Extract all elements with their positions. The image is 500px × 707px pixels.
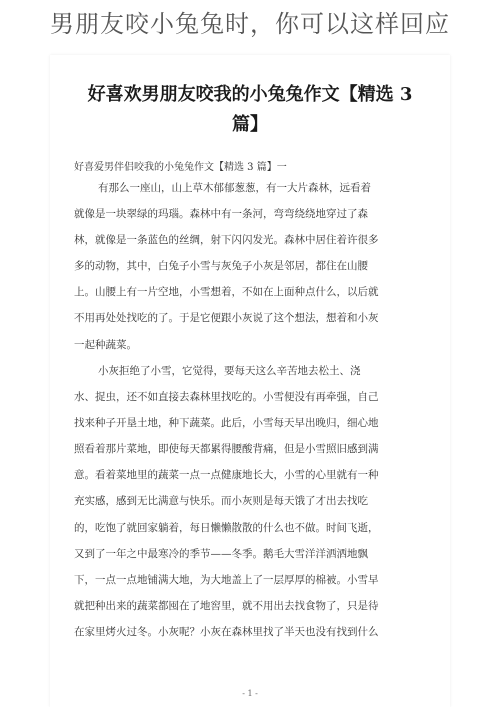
paragraph-line: 在家里烤火过冬。小灰呢？小灰在森林里找了半天也没有找到什么 [74,626,379,638]
page-number: - 1 - [242,689,258,698]
paragraph-line: 充实感，感到无比满意与快乐。而小灰则是每天饿了才出去找吃 [74,495,368,507]
paragraph-line: 上。山腰上有一片空地，小雪想着，不如在上面种点什么，以后就 [74,286,379,298]
header-banner [0,0,500,48]
document-subtitle: 好喜爱男伴侣咬我的小兔兔作文【精选 3 篇】一 [74,162,287,173]
paragraph-line: 一起种蔬菜。 [74,339,137,351]
paragraph-line: 下，一点一点地铺满大地，为大地盖上了一层厚厚的棉被。小雪早 [74,574,379,586]
paragraph-line: 就把种出来的蔬菜都囤在了地窖里，就不用出去找食物了，只是待 [74,600,379,612]
paragraph-line: 不用再处处找吃的了。于是它便跟小灰说了这个想法，想着和小灰 [74,312,379,324]
paragraph-line: 有那么一座山，山上草木郁郁葱葱，有一大片森林，远看着 [98,182,371,194]
paragraph-line: 水、捉虫，还不如直接去森林里找吃的。小雪便没有再牵强，自己 [74,391,379,403]
paragraph-line: 又到了一年之中最寒冷的季节——冬季。鹅毛大雪洋洋洒洒地飘 [74,548,368,560]
paragraph-line: 意。看着菜地里的蔬菜一点一点健康地长大，小雪的心里就有一种 [74,469,379,481]
document-title-line-1: 好喜欢男朋友咬我的小兔兔作文【精选 3 [87,84,413,105]
paragraph-line: 小灰拒绝了小雪，它觉得，要每天这么辛苦地去松土、浇 [98,365,361,377]
paragraph-line: 照看着那片菜地，即使每天都累得腰酸背痛，但是小雪照旧感到满 [74,443,379,455]
paragraph-line: 找来种子开垦土地，种下蔬菜。此后，小雪每天早出晚归，细心地 [74,417,379,429]
paragraph-line: 就像是一块翠绿的玛瑙。森林中有一条河，弯弯绕绕地穿过了森 [74,208,368,220]
paragraph-line: 的，吃饱了就回家躺着，每日懒懒散散的什么也不做。时间飞逝， [74,522,379,534]
paragraph-line: 多的动物，其中，白兔子小雪与灰兔子小灰是邻居，都住在山腰 [74,260,368,272]
paragraph-line: 林，就像是一条蓝色的丝绸，射下闪闪发光。森林中居住着许很多 [74,234,379,246]
document-page [50,55,450,707]
banner-title: 男朋友咬小兔兔时，你可以这样回应 [50,10,450,38]
document-title-line-2: 篇】 [232,114,268,135]
